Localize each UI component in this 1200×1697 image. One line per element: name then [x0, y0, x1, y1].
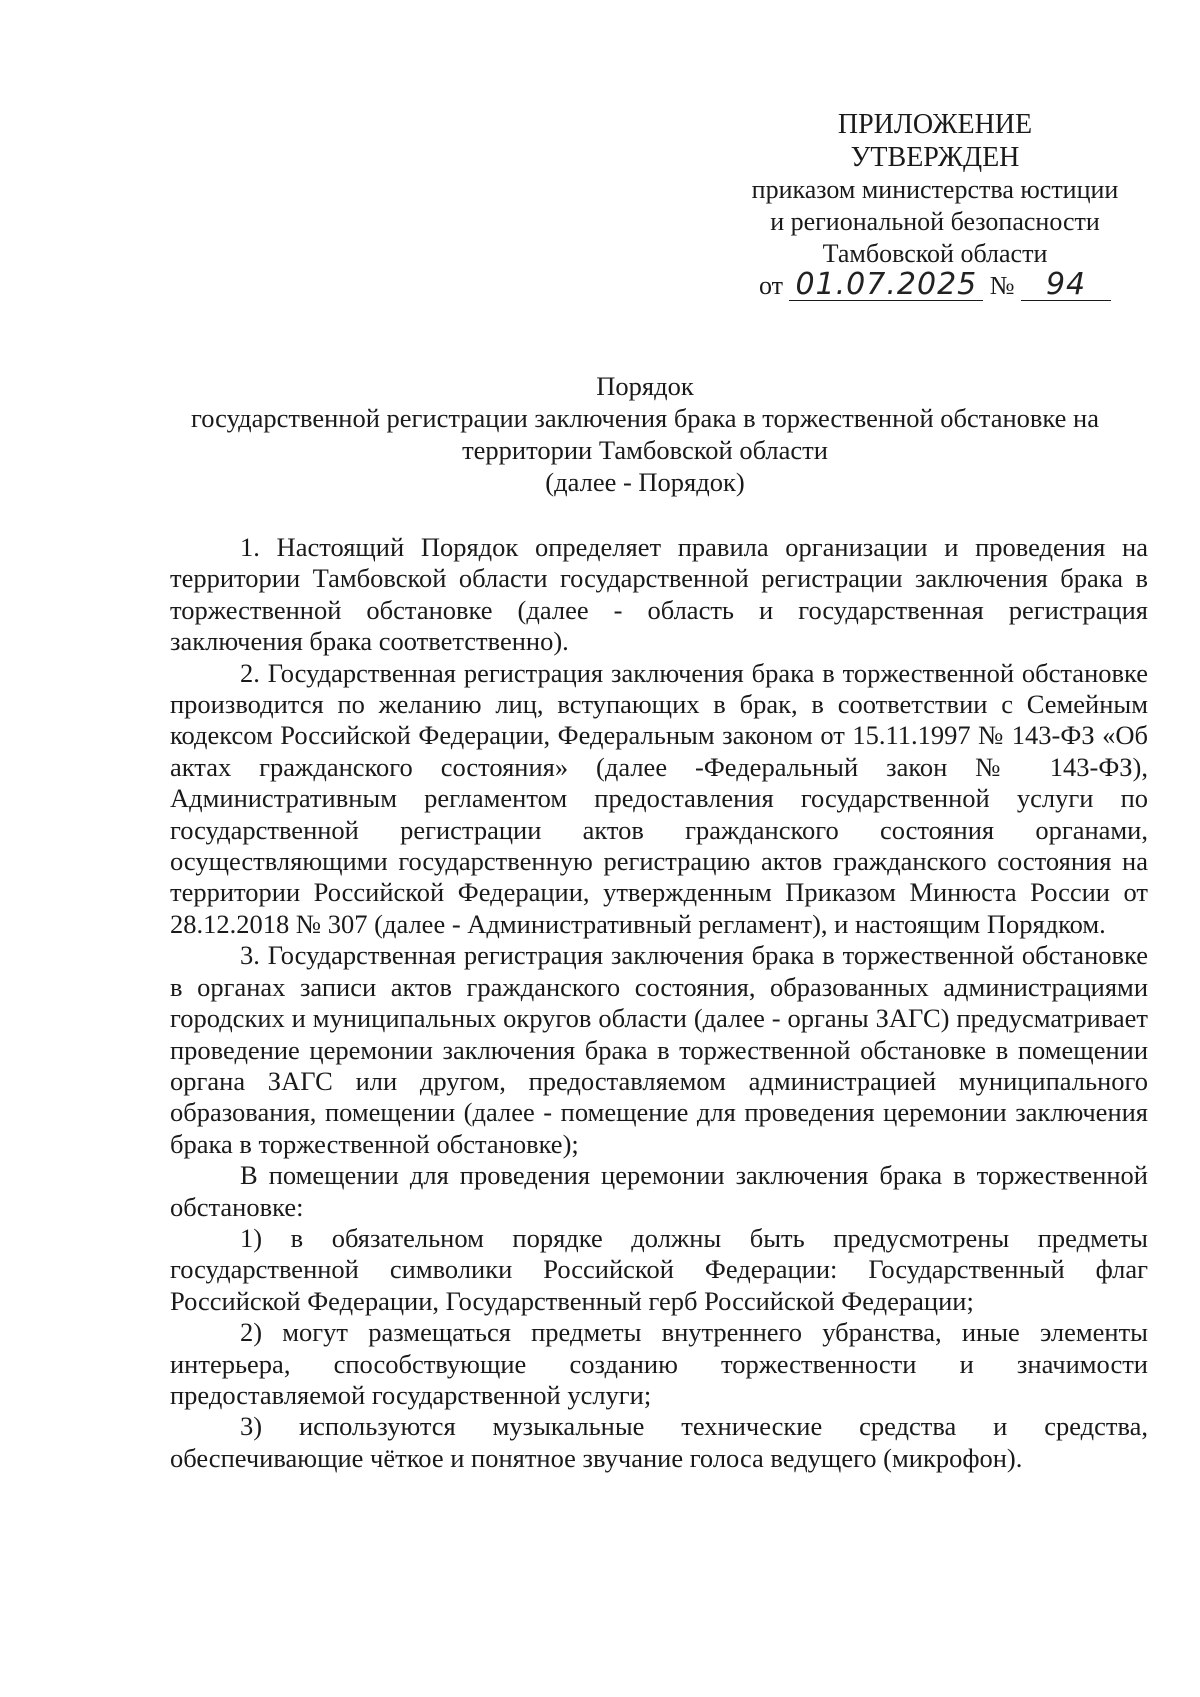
handwritten-date: 01.07.2025: [789, 270, 983, 301]
approval-annex-label: ПРИЛОЖЕНИЕ: [837, 109, 1033, 140]
date-prefix: от: [758, 271, 783, 300]
approval-approved-label: УТВЕРЖДЕН: [850, 142, 1020, 173]
approval-block: [720, 108, 1150, 302]
approval-ministry-line: и региональной безопасности: [770, 207, 1100, 236]
paragraph-5: 1) в обязательном порядке должны быть предусмотрены предметы государственной символики Российской Федерации: Государственный флаг Российской Федерации, Государственный герб Российской Федерации;: [170, 1222, 1148, 1316]
handwritten-number: 94: [1021, 270, 1111, 301]
approval-order-line: приказом министерства юстиции: [751, 175, 1119, 204]
title-line-3: территории Тамбовской области: [462, 435, 828, 465]
document-body: [170, 532, 1148, 1474]
number-prefix: №: [989, 271, 1015, 300]
document-title: [150, 370, 1140, 498]
paragraph-3: 3. Государственная регистрация заключения брака в торжественной обстановке в органах записи актов гражданского состояния, образованных администрациями городских и муниципальных округов области (далее - органы ЗАГС) предусматривает проведение церемонии заключения брака в торжественной обстановке в помещении органа ЗАГС или другом, предоставляемом администрацией муниципального образования, помещении (далее - помещение для проведения церемонии заключения брака в торжественной обстановке);: [170, 940, 1148, 1159]
paragraph-1: 1. Настоящий Порядок определяет правила организации и проведения на территории Тамбовской области государственной регистрации заключения брака в торжественной обстановке (далее - область и государственная регистрация заключения брака соответственно).: [170, 532, 1148, 657]
approval-date-number-line: [720, 267, 1150, 302]
paragraph-2: 2. Государственная регистрация заключения брака в торжественной обстановке производится по желанию лиц, вступающих в брак, в соответствии с Семейным кодексом Российской Федерации, Федеральным законом от 15.11.1997 № 143-ФЗ «Об актах гражданского состояния» (далее -Федеральный закон № 143-ФЗ), Административным регламентом предоставления государственной услуги по государственной регистрации актов гражданского состояния органами, осуществляющими государственную регистрацию актов гражданского состояния на территории Российской Федерации, утвержденным Приказом Минюста России от 28.12.2018 № 307 (далее - Административный регламент), и настоящим Порядком.: [170, 657, 1148, 939]
paragraph-6: 2) могут размещаться предметы внутреннего убранства, иные элементы интерьера, способствующие созданию торжественности и значимости предоставляемой государственной услуги;: [170, 1317, 1148, 1410]
paragraph-7: 3) используются музыкальные технические средства и средства, обеспечивающие чёткое и понятное звучание голоса ведущего (микрофон).: [170, 1411, 1148, 1473]
approval-region-line: Тамбовской области: [822, 239, 1048, 268]
title-line-2: государственной регистрации заключения брака в торжественной обстановке на: [191, 403, 1099, 433]
paragraph-4: В помещении для проведения церемонии заключения брака в торжественной обстановке:: [170, 1160, 1148, 1222]
title-line-1: Порядок: [596, 371, 694, 401]
title-line-4: (далее - Порядок): [545, 467, 745, 497]
